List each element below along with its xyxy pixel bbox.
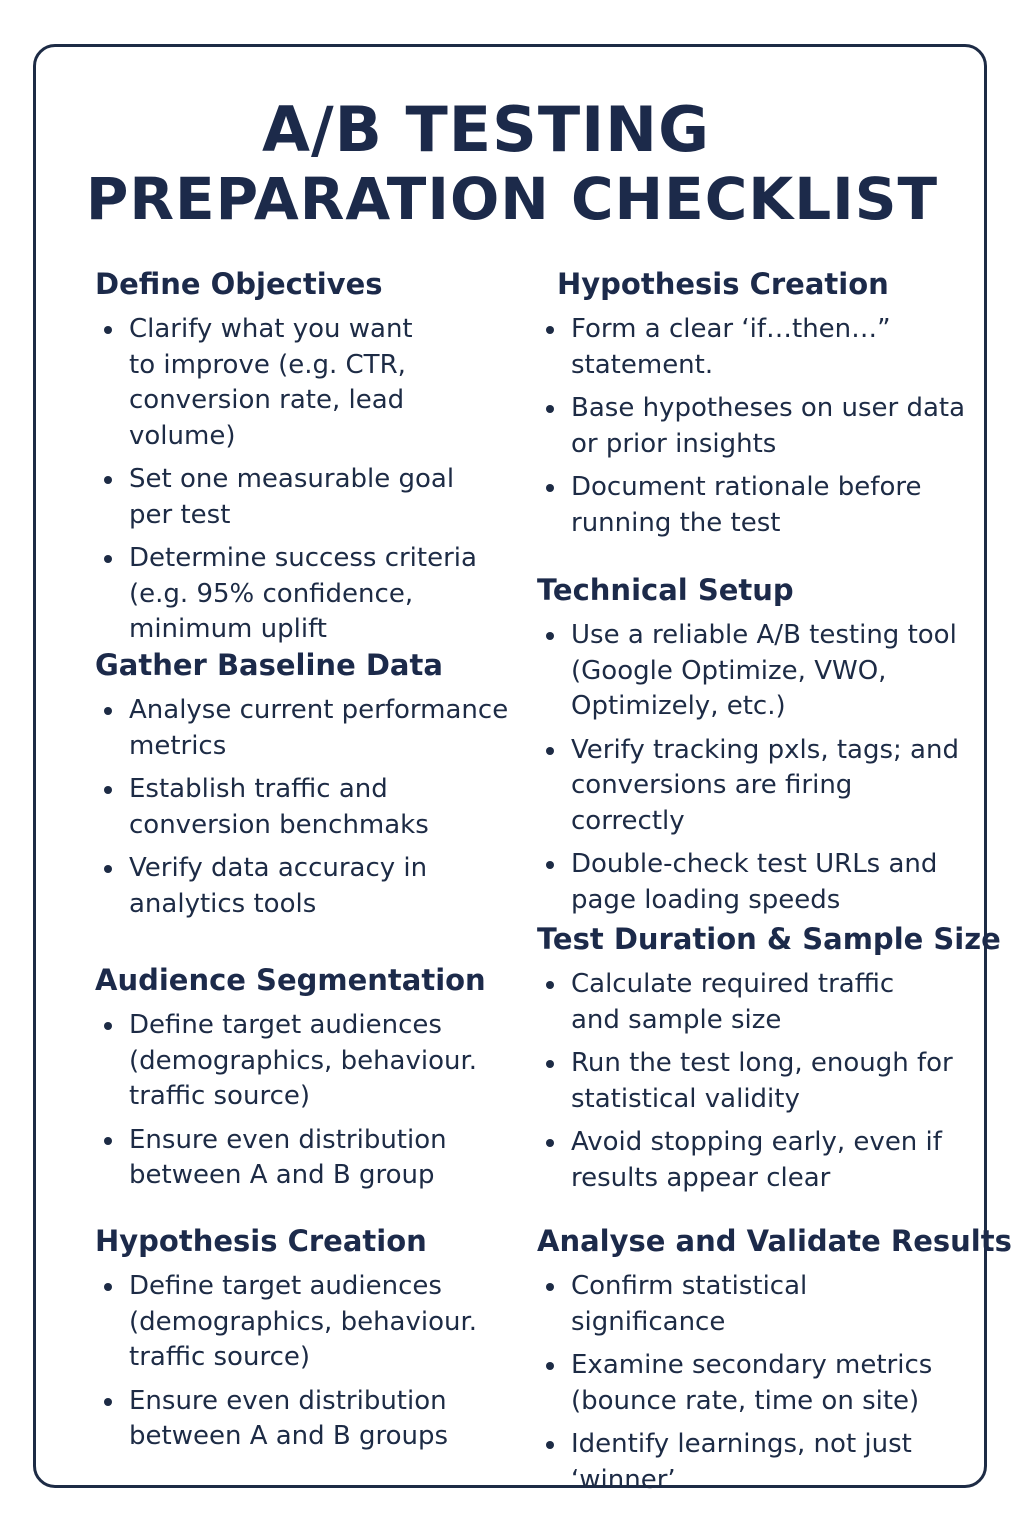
bullet-icon bbox=[546, 1283, 554, 1291]
list-item-text: Determine success criteria (e.g. 95% confidence, minimum uplift bbox=[129, 543, 477, 644]
bullet-icon bbox=[104, 707, 112, 715]
list-item bbox=[95, 1269, 515, 1376]
list-item-text: Confirm statistical significance bbox=[571, 1271, 808, 1337]
list-item-text: Analyse current performance metrics bbox=[129, 695, 509, 761]
bullet-icon bbox=[104, 555, 112, 563]
list-item-text: Examine secondary metrics (bounce rate, time on site) bbox=[571, 1350, 933, 1416]
page-title-line-1: A/B TESTING bbox=[262, 93, 710, 166]
list-item-text: Base hypotheses on user data or prior insights bbox=[571, 393, 966, 459]
bullet-icon bbox=[104, 786, 112, 794]
bullet-icon bbox=[104, 1398, 112, 1406]
list-item-text: Run the test long, enough for statistical validity bbox=[571, 1048, 953, 1114]
checklist bbox=[95, 1269, 515, 1455]
list-item bbox=[537, 967, 967, 1038]
section-analyse-validate-results bbox=[537, 1223, 1012, 1506]
bullet-icon bbox=[546, 1362, 554, 1370]
list-item bbox=[537, 1269, 967, 1340]
section-heading: Gather Baseline Data bbox=[95, 648, 443, 682]
list-item bbox=[537, 618, 967, 725]
list-item bbox=[95, 1384, 515, 1455]
bullet-icon bbox=[546, 1060, 554, 1068]
checklist bbox=[537, 967, 967, 1196]
list-item-text: Identify learnings, not just ‘winner’ bbox=[571, 1429, 912, 1495]
bullet-icon bbox=[546, 1139, 554, 1147]
list-item bbox=[537, 1348, 967, 1419]
section-heading: Test Duration & Sample Size bbox=[537, 922, 1001, 956]
checklist bbox=[537, 1269, 967, 1498]
checklist bbox=[537, 618, 967, 918]
list-item-text: Form a clear ‘if…then…” statement. bbox=[571, 314, 891, 380]
bullet-icon bbox=[104, 1137, 112, 1145]
bullet-icon bbox=[546, 747, 554, 755]
list-item bbox=[537, 733, 967, 840]
bullet-icon bbox=[546, 484, 554, 492]
list-item-text: Document rationale before running the test bbox=[571, 472, 922, 538]
list-item bbox=[95, 1008, 515, 1115]
list-item-text: Use a reliable A/B testing tool (Google Optimize, VWO, Optimizely, etc.) bbox=[571, 620, 957, 721]
bullet-icon bbox=[546, 326, 554, 334]
list-item bbox=[95, 851, 515, 922]
list-item bbox=[95, 1123, 515, 1194]
list-item-text: Verify data accuracy in analytics tools bbox=[129, 853, 428, 919]
bullet-icon bbox=[104, 865, 112, 873]
section-technical-setup bbox=[537, 572, 967, 926]
section-heading: Hypothesis Creation bbox=[557, 267, 889, 301]
bullet-icon bbox=[546, 861, 554, 869]
list-item bbox=[95, 312, 515, 454]
section-heading: Analyse and Validate Results bbox=[537, 1224, 1012, 1258]
list-item bbox=[95, 693, 515, 764]
list-item-text: Ensure even distribution between A and B groups bbox=[129, 1385, 449, 1451]
list-item-text: Ensure even distribution between A and B group bbox=[129, 1124, 447, 1190]
checklist bbox=[537, 312, 967, 541]
list-item bbox=[537, 312, 967, 383]
list-item-text: Clarify what you want to improve (e.g. CTR, conversion rate, lead volume) bbox=[129, 314, 413, 451]
section-hypothesis-creation-right bbox=[557, 266, 987, 302]
checklist bbox=[95, 693, 515, 922]
bullet-icon bbox=[104, 326, 112, 334]
section-audience-segmentation bbox=[95, 962, 515, 1202]
bullet-icon bbox=[104, 1022, 112, 1030]
bullet-icon bbox=[104, 1283, 112, 1291]
list-item-text: Verify tracking pxls, tags; and conversions are firing correctly bbox=[571, 734, 959, 836]
checklist bbox=[95, 1008, 515, 1194]
list-item-text: Define target audiences (demographics, behaviour. traffic source) bbox=[129, 1010, 478, 1111]
list-item-text: Calculate required traffic and sample size bbox=[571, 969, 895, 1035]
bullet-icon bbox=[546, 981, 554, 989]
list-item bbox=[537, 470, 967, 541]
section-heading: Audience Segmentation bbox=[95, 963, 486, 997]
list-item bbox=[537, 1046, 967, 1117]
list-item bbox=[537, 847, 967, 918]
section-heading: Define Objectives bbox=[95, 267, 383, 301]
list-item-text: Set one measurable goal per test bbox=[129, 464, 455, 530]
section-hypothesis-creation-left bbox=[95, 1223, 515, 1463]
bullet-icon bbox=[546, 632, 554, 640]
section-heading: Technical Setup bbox=[537, 573, 794, 607]
list-item-text: Double-check test URLs and page loading speeds bbox=[571, 849, 938, 915]
list-item bbox=[95, 772, 515, 843]
checklist bbox=[95, 312, 515, 648]
section-gather-baseline-data bbox=[95, 647, 515, 930]
bullet-icon bbox=[546, 405, 554, 413]
list-item bbox=[537, 1125, 967, 1196]
page-title-line-2: PREPARATION CHECKLIST bbox=[85, 165, 939, 233]
list-item-text: Avoid stopping early, even if results appear clear bbox=[571, 1127, 942, 1193]
section-define-objectives bbox=[95, 266, 515, 656]
section-heading: Hypothesis Creation bbox=[95, 1224, 427, 1258]
list-item bbox=[95, 541, 515, 648]
list-item-text: Define target audiences (demographics, behaviour. traffic source) bbox=[129, 1271, 478, 1372]
bullet-icon bbox=[546, 1441, 554, 1449]
list-item-text: Establish traffic and conversion benchmaks bbox=[129, 774, 429, 840]
list-item bbox=[537, 391, 967, 462]
list-item bbox=[95, 462, 515, 533]
section-test-duration-sample-size bbox=[537, 921, 1001, 1204]
list-item bbox=[537, 1427, 967, 1498]
bullet-icon bbox=[104, 476, 112, 484]
section-hypothesis-creation-right-items bbox=[537, 312, 967, 549]
